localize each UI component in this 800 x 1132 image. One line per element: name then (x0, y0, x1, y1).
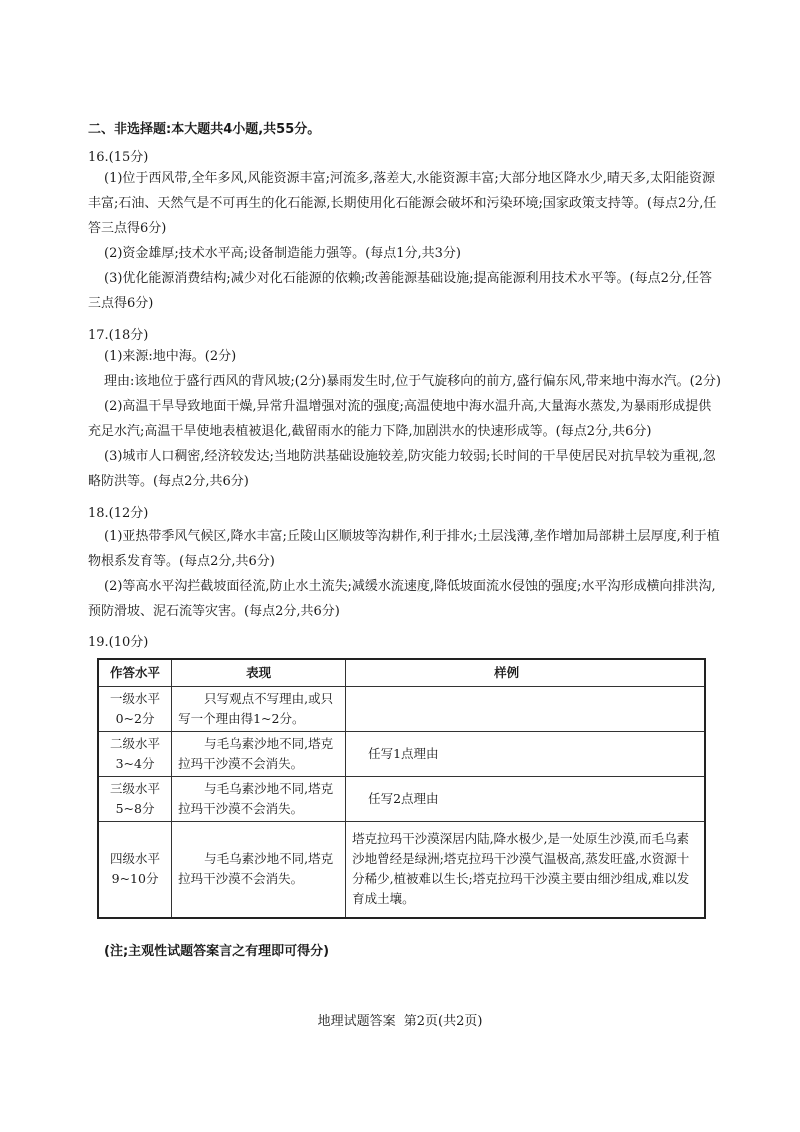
q18-part-2: (2)等高水平沟拦截坡面径流,防止水土流失;减缓水流速度,降低坡面流水侵蚀的强度;水平沟形成横向排洪沟,预防滑坡、泥石流等灾害。(每点2分,共6分) (88, 579, 716, 619)
scoring-rubric-table (97, 658, 706, 919)
level-name: 三级水平 (110, 781, 161, 796)
performance-cell: 与毛乌素沙地不同,塔克拉玛干沙漠不会消失。 (172, 732, 346, 777)
example-cell: 任写2点理由 (346, 777, 705, 822)
question-16-number: 16.(15分) (88, 150, 149, 165)
table-header-row (98, 659, 705, 687)
footer-page-number: 第2页(共2页) (403, 1014, 483, 1029)
grading-note: (注;主观性试题答案言之有理即可得分) (104, 944, 330, 959)
performance-cell: 与毛乌素沙地不同,塔克拉玛干沙漠不会消失。 (172, 822, 346, 918)
question-17-answer (88, 344, 724, 494)
question-19-number: 19.(10分) (88, 635, 149, 650)
question-18-number: 18.(12分) (88, 506, 149, 521)
q18-part-1: (1)亚热带季风气候区,降水丰富;丘陵山区顺坡等沟耕作,利于排水;土层浅薄,垄作增加局部耕土层厚度,利于植物根系发育等。(每点2分,共6分) (88, 529, 720, 569)
level-name: 四级水平 (110, 851, 161, 867)
q17-part-1: (1)来源:地中海。(2分) (104, 349, 237, 364)
table-row (98, 732, 705, 777)
level-score: 3~4分 (115, 756, 155, 771)
level-name: 一级水平 (110, 691, 161, 706)
footer-subject: 地理试题答案 (317, 1014, 396, 1029)
q16-part-1: (1)位于西风带,全年多风,风能资源丰富;河流多,落差大,水能资源丰富;大部分地区降水少,晴天多,太阳能资源丰富;石油、天然气是不可再生的化石能源,长期使用化石能源会破坏和污染环境;国家政策支持等。(每点2分,任答三点得6分) (88, 171, 717, 236)
q17-part-1-reason: 理由:该地位于盛行西风的背风坡;(2分)暴雨发生时,位于气旋移向的前方,盛行偏东风,带来地中海水汽。(2分) (104, 374, 721, 389)
level-cell (98, 822, 172, 918)
q17-part-2: (2)高温干旱导致地面干燥,异常升温增强对流的强度;高温使地中海水温升高,大量海水蒸发,为暴雨形成提供充足水汽;高温干旱使地表植被退化,截留雨水的能力下降,加剧洪水的快速形成等。(每点2分,共6分) (88, 399, 712, 439)
table-row (98, 822, 705, 918)
example-cell (346, 687, 705, 732)
performance-cell: 只写观点不写理由,或只写一个理由得1~2分。 (172, 687, 346, 732)
q17-part-3: (3)城市人口稠密,经济较发达;当地防洪基础设施较差,防灾能力较弱;长时间的干旱使居民对抗旱较为重视,忽略防洪等。(每点2分,共6分) (88, 449, 716, 489)
table-row (98, 687, 705, 732)
level-cell (98, 687, 172, 732)
header-performance: 表现 (172, 659, 346, 687)
q16-part-3: (3)优化能源消费结构;减少对化石能源的依赖;改善能源基础设施;提高能源利用技术水平等。(每点2分,任答三点得6分) (88, 271, 713, 311)
level-cell (98, 777, 172, 822)
table-row (98, 777, 705, 822)
section-title: 二、非选择题:本大题共4小题,共55分。 (88, 122, 321, 137)
example-cell: 塔克拉玛干沙漠深居内陆,降水极少,是一处原生沙漠,而毛乌素沙地曾经是绿洲;塔克拉玛干沙漠气温极高,蒸发旺盛,水资源十分稀少,植被难以生长;塔克拉玛干沙漠主要由细沙组成,难以发育成土壤。 (346, 822, 705, 918)
question-16-answer (88, 166, 724, 316)
header-level: 作答水平 (98, 659, 172, 687)
level-cell (98, 732, 172, 777)
page-footer (0, 1010, 800, 1029)
header-example: 样例 (346, 659, 705, 687)
performance-cell: 与毛乌素沙地不同,塔克拉玛干沙漠不会消失。 (172, 777, 346, 822)
question-17-number: 17.(18分) (88, 328, 149, 343)
q16-part-2: (2)资金雄厚;技术水平高;设备制造能力强等。(每点1分,共3分) (104, 246, 461, 261)
example-cell: 任写1点理由 (346, 732, 705, 777)
question-18-answer (88, 524, 724, 624)
level-name: 二级水平 (110, 736, 161, 751)
level-score: 0~2分 (115, 711, 155, 726)
level-score: 9~10分 (111, 871, 159, 887)
level-score: 5~8分 (115, 801, 155, 816)
